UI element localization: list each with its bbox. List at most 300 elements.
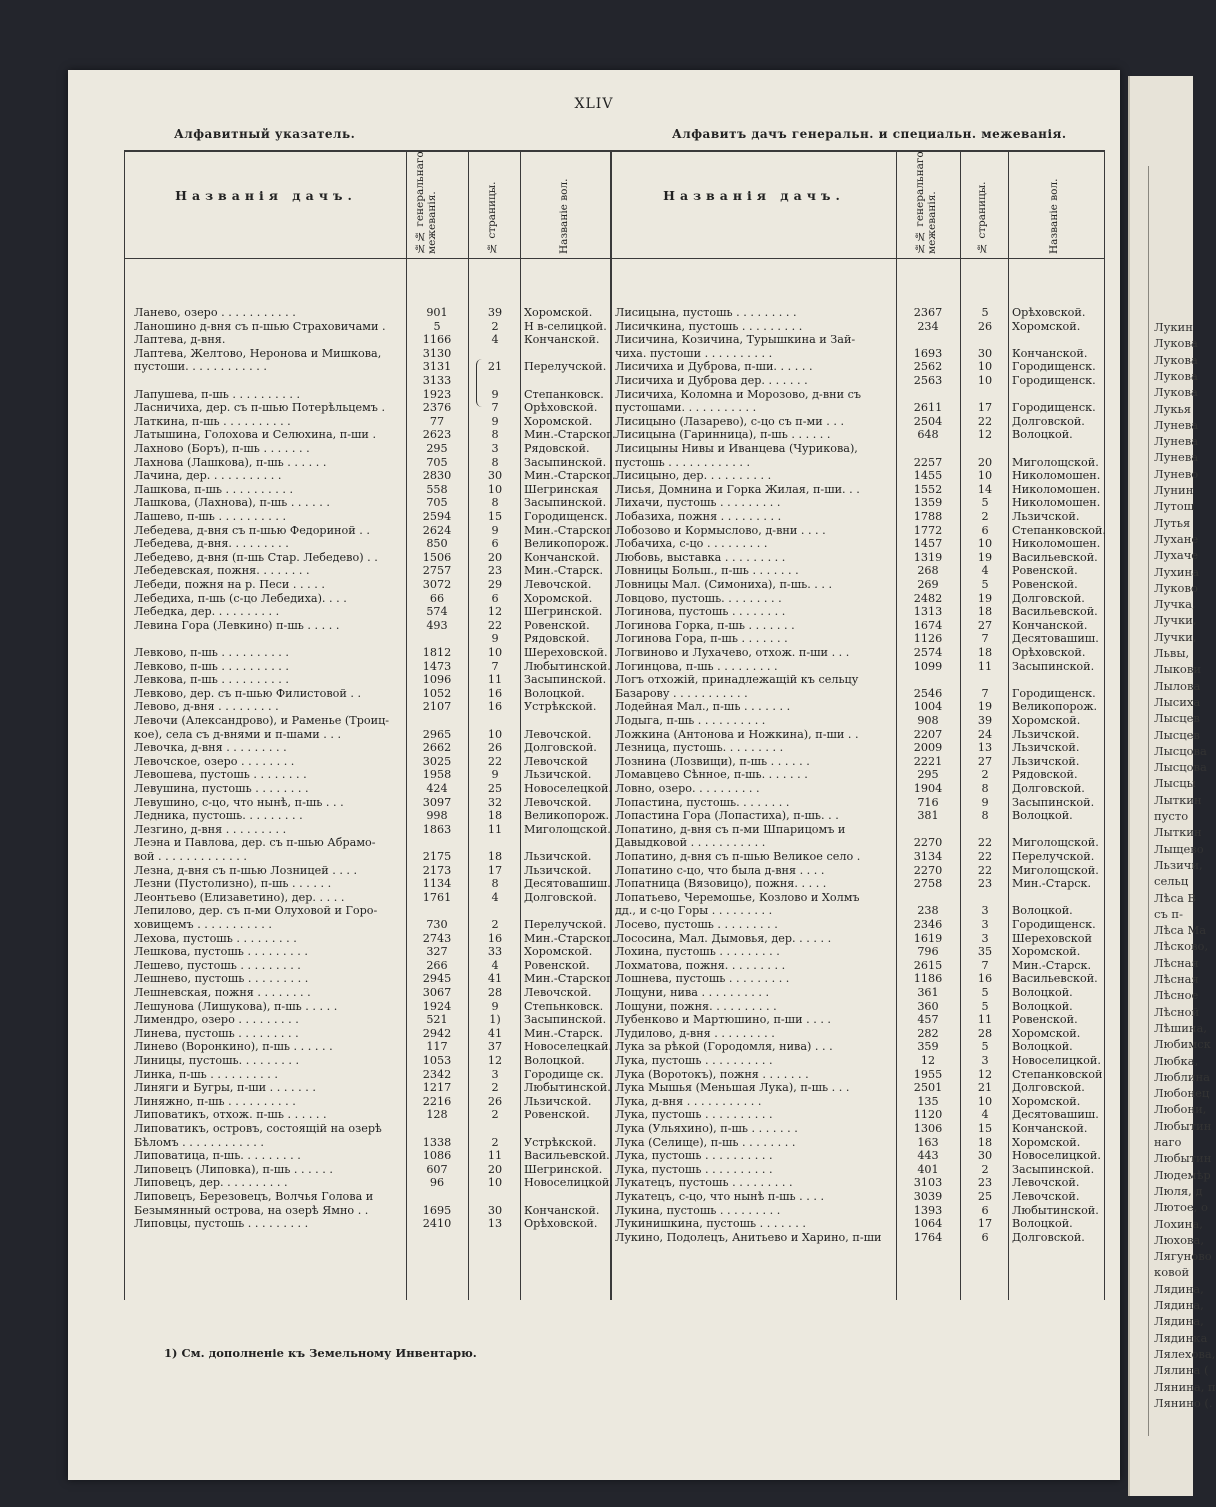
cell-num: 716 — [917, 795, 939, 809]
cell-num: 1764 — [913, 1230, 943, 1244]
cell-name: Левочка, д-вня . . . . . . . . . — [134, 741, 287, 755]
cell-name: Давыдковой . . . . . . . . . . . — [615, 836, 766, 850]
cell-num: 2942 — [422, 1026, 452, 1040]
cell-name: Лебедева, д-вня съ п-шью Федориной . . — [134, 523, 370, 537]
cell-vol: Ровенской. — [524, 1108, 590, 1122]
cell-num: 77 — [429, 414, 445, 428]
next-page-entry: съ п- — [1154, 906, 1183, 921]
cell-page: 18 — [977, 605, 993, 619]
cell-vol: Кончанской. — [1012, 1122, 1088, 1135]
cell-name: Левово, д-вня . . . . . . . . . — [134, 700, 279, 714]
cell-vol: Кончанской. — [524, 550, 600, 564]
cell-vol: Мин.-Старск. — [1012, 958, 1092, 972]
cell-page: 5 — [981, 578, 989, 591]
next-page-entry: Лунева — [1154, 450, 1199, 465]
cell-page: 2 — [491, 1135, 499, 1149]
cell-page: 20 — [977, 455, 993, 469]
cell-name: Лодейная Мал., п-шь . . . . . . . — [615, 700, 791, 714]
cell-vol: Хоромской. — [524, 591, 593, 605]
cell-page: 5 — [981, 306, 989, 319]
cell-page: 22 — [487, 754, 503, 768]
cell-vol: Кончанской. — [524, 1203, 600, 1217]
table-row — [68, 850, 1108, 863]
cell-vol: Орѣховской. — [524, 401, 598, 415]
cell-num: 2562 — [913, 360, 943, 374]
cell-name: Лука, пустошь . . . . . . . . . . — [615, 1054, 773, 1067]
cell-num: 558 — [426, 482, 448, 496]
cell-num: 457 — [917, 1013, 939, 1027]
cell-vol: Великопорож. — [1012, 700, 1098, 714]
next-page-entry: Лѣсной — [1154, 1004, 1200, 1019]
cell-vol: Засыпинской. — [524, 673, 607, 687]
cell-vol: Льзичской. — [524, 850, 592, 863]
cell-vol: Васильевской. — [1012, 972, 1098, 986]
cell-vol: Засыпинской. — [1012, 795, 1095, 809]
cell-name: Бѣломъ . . . . . . . . . . . . — [134, 1135, 264, 1149]
next-page-entry: Лыщево — [1154, 841, 1204, 856]
cell-name: Липоватикъ, отхож. п-шь . . . . . . — [134, 1108, 327, 1122]
next-page-entry: Люблина — [1154, 1069, 1211, 1084]
cell-num: 648 — [917, 428, 939, 442]
table-row — [68, 945, 1108, 958]
cell-page: 14 — [977, 482, 993, 496]
cell-page: 10 — [487, 646, 503, 659]
cell-name: Лознина (Лозвищи), п-шь . . . . . . — [615, 754, 810, 768]
cell-name: Лука за рѣкой (Городомля, нива) . . . — [615, 1040, 833, 1054]
cell-name: Линка, п-шь . . . . . . . . . . — [134, 1067, 278, 1081]
cell-page: 39 — [487, 306, 503, 319]
next-page-entry: Лѣсное — [1154, 988, 1199, 1003]
cell-name: Лукатецъ, пустошь . . . . . . . . . — [615, 1176, 793, 1190]
cell-page: 41 — [487, 1026, 503, 1040]
cell-page: 5 — [981, 496, 989, 510]
cell-num: 2270 — [913, 863, 943, 877]
table-row — [68, 456, 1108, 469]
cell-vol: Левочской. — [524, 986, 592, 999]
next-page-entry: наго — [1154, 1135, 1182, 1149]
next-page-entry: Люхова, — [1154, 1232, 1205, 1247]
cell-vol: Николомошен. — [1012, 482, 1101, 496]
cell-name: Лукатецъ, с-цо, что нынѣ п-шь . . . . — [615, 1190, 825, 1203]
page-number: XLIV — [574, 96, 614, 112]
cell-page: 41 — [487, 972, 503, 986]
cell-vol: Засыпинской. — [1012, 1162, 1095, 1176]
next-page-entry: Лядинка — [1154, 1330, 1208, 1345]
cell-num: 234 — [917, 319, 939, 333]
next-page-entry: Лохина, — [1154, 1216, 1203, 1231]
cell-num: 1788 — [913, 510, 943, 523]
cell-vol: Долговской. — [1012, 1081, 1085, 1095]
cell-name: Лубенково и Мартюшино, п-ши . . . . — [615, 1013, 831, 1027]
cell-page: 28 — [977, 1026, 993, 1040]
cell-vol: Степанковск. — [524, 387, 604, 401]
table-row — [68, 524, 1108, 537]
cell-num: 135 — [917, 1094, 939, 1108]
cell-vol: Десятовашиш. — [1012, 632, 1099, 646]
cell-num: 1693 — [913, 346, 943, 360]
cell-vol: Николомошен. — [1012, 496, 1101, 510]
cell-vol: Перелучской. — [524, 918, 607, 931]
cell-name: Леэна и Павлова, дер. съ п-шью Абрамо- — [134, 836, 376, 850]
cell-num: 295 — [426, 442, 448, 455]
cell-vol: Новоселецкой. — [524, 782, 613, 795]
cell-page: 10 — [487, 482, 503, 496]
table-row — [68, 1068, 1108, 1081]
cell-num: 1393 — [913, 1203, 943, 1217]
cell-num: 574 — [426, 605, 448, 619]
cell-page: 10 — [487, 727, 503, 741]
cell-page: 4 — [491, 333, 499, 347]
cell-page: 13 — [487, 1217, 503, 1231]
cell-page: 2 — [981, 510, 989, 523]
table-row — [68, 986, 1108, 999]
next-page-entry: Лысиха — [1154, 694, 1201, 709]
cell-page: 27 — [977, 618, 993, 632]
cell-page: 16 — [487, 931, 503, 945]
cell-page: 28 — [487, 986, 503, 999]
table-row — [68, 578, 1108, 591]
cell-vol: Десятовашиш. — [524, 877, 611, 891]
table-row — [68, 320, 1108, 333]
table-row — [68, 660, 1108, 673]
next-page-entry: Лукова — [1154, 368, 1198, 383]
next-page-entry: Лучки, — [1154, 629, 1197, 644]
cell-num: 1126 — [913, 632, 943, 646]
table-row — [68, 510, 1108, 523]
cell-page: 18 — [977, 1135, 993, 1149]
cell-num: 730 — [426, 918, 448, 931]
next-page-entry: Лухаче — [1154, 548, 1199, 563]
cell-num: 2945 — [422, 972, 452, 986]
table-row — [68, 605, 1108, 618]
table-row — [68, 1054, 1108, 1067]
cell-name: Лахнова (Лашкова), п-шь . . . . . . — [134, 455, 327, 469]
footnote: 1) См. дополненіе къ Земельному Инвентарю. — [164, 1346, 477, 1360]
table-row — [68, 1013, 1108, 1026]
cell-page: 2 — [981, 1162, 989, 1176]
cell-page: 13 — [977, 741, 993, 755]
next-page-entry: Лыткин — [1154, 825, 1202, 840]
table-row — [68, 564, 1108, 577]
right-num-header: №№ генеральнаго межеванія. — [914, 151, 939, 254]
cell-vol: Волоцкой. — [1012, 999, 1073, 1013]
cell-page: 4 — [981, 564, 989, 578]
cell-name: Лошнева, пустошь . . . . . . . . . — [615, 972, 790, 986]
cell-num: 850 — [426, 537, 448, 551]
cell-name: Левочи (Александрово), и Раменье (Троиц- — [134, 714, 390, 727]
cell-vol: Миголощской. — [1012, 863, 1099, 877]
table-row — [68, 469, 1108, 482]
cell-page: 29 — [487, 578, 503, 591]
cell-name: Левина Гора (Левкино) п-шь . . . . . — [134, 618, 340, 632]
cell-page: 9 — [491, 632, 499, 646]
cell-vol: Великопорож. — [524, 537, 610, 551]
cell-page: 18 — [977, 646, 993, 659]
cell-name: Лашкова, (Лахнова), п-шь . . . . . . — [134, 496, 330, 510]
cell-vol: Засыпинской. — [1012, 659, 1095, 673]
cell-name: Лебедка, дер. . . . . . . . . . — [134, 605, 280, 619]
left-vol-header: Названіе вол. — [558, 178, 570, 254]
cell-num: 1306 — [913, 1122, 943, 1135]
cell-vol: Мин.-Старск. — [1012, 877, 1092, 891]
cell-num: 266 — [426, 958, 448, 972]
cell-page: 26 — [487, 741, 503, 755]
cell-vol: Хоромской. — [524, 414, 593, 428]
table-row — [68, 728, 1108, 741]
table-top-rule — [124, 150, 1104, 152]
cell-num: 2175 — [422, 850, 452, 863]
cell-page: 22 — [977, 863, 993, 877]
table-row — [68, 1149, 1108, 1162]
table-row — [68, 877, 1108, 890]
cell-page: 30 — [487, 469, 503, 483]
table-row — [68, 932, 1108, 945]
cell-page: 3 — [981, 1054, 989, 1067]
cell-page: 7 — [491, 659, 499, 673]
cell-name: Лешневская, пожня . . . . . . . . — [134, 986, 311, 999]
cell-num: 2504 — [913, 414, 943, 428]
next-page-entry: Лѣсково, — [1154, 939, 1209, 954]
next-page-entry: Лукова — [1154, 336, 1198, 351]
cell-name: Лосево, пустошь . . . . . . . . . — [615, 918, 778, 931]
cell-name: Ласничиха, дер. съ п-шью Потерѣльцемъ . — [134, 401, 386, 415]
cell-num: 1359 — [913, 496, 943, 510]
cell-num: 1004 — [913, 700, 943, 714]
cell-page: 11 — [977, 659, 993, 673]
cell-name: Лисицына (Гаринница), п-шь . . . . . . — [615, 428, 831, 442]
cell-name: Лашево, п-шь . . . . . . . . . . — [134, 510, 287, 523]
cell-num: 2574 — [913, 646, 943, 659]
cell-name: Лодыга, п-шь . . . . . . . . . . — [615, 714, 766, 727]
cell-vol: Городищенск. — [1012, 374, 1096, 387]
next-page-entry: пусто — [1154, 809, 1189, 823]
next-page-entry: Лукин — [1154, 320, 1193, 334]
cell-page: 2 — [491, 1081, 499, 1095]
cell-vol: Н в-селицкой. — [524, 319, 607, 333]
cell-vol: Левочской. — [524, 795, 592, 809]
cell-name: Лисичиха и Дуброва дер. . . . . . . — [615, 374, 808, 387]
cell-num: 1457 — [913, 537, 943, 551]
cell-name: Лука, пустошь . . . . . . . . . . — [615, 1108, 773, 1122]
cell-name: кое), села съ д-внями и п-шами . . . — [134, 727, 341, 741]
cell-page: 30 — [977, 346, 993, 360]
cell-page: 10 — [977, 374, 993, 387]
cell-num: 3072 — [422, 578, 452, 591]
table-row — [68, 551, 1108, 564]
cell-name: Лопатино, д-вня съ п-ми Шпарицомъ и — [615, 822, 846, 836]
table-row — [68, 646, 1108, 659]
cell-num: 1086 — [422, 1149, 452, 1163]
cell-num: 3133 — [422, 374, 452, 387]
next-page-entry: Лядина, — [1154, 1314, 1204, 1329]
cell-num: 3134 — [913, 850, 943, 863]
cell-page: 7 — [491, 401, 499, 415]
cell-num: 1120 — [913, 1108, 943, 1122]
cell-vol: Миголощской. — [1012, 455, 1099, 469]
cell-name: Левушино, с-цо, что нынѣ, п-шь . . . — [134, 795, 344, 809]
next-page-entry: Лунева — [1154, 434, 1199, 449]
cell-page: 8 — [981, 809, 989, 823]
table-row — [68, 619, 1108, 632]
cell-name: Лопатьево, Черемошье, Козлово и Холмъ — [615, 890, 860, 904]
cell-name: Лимендро, озеро . . . . . . . . . — [134, 1013, 299, 1027]
cell-page: 2 — [491, 918, 499, 931]
table-row — [68, 428, 1108, 441]
table-row — [68, 891, 1108, 904]
cell-name: Лопатница (Вязовицо), пожня. . . . . — [615, 877, 827, 891]
table-row — [68, 1163, 1108, 1176]
cell-page: 15 — [977, 1122, 993, 1135]
cell-num: 117 — [426, 1040, 448, 1054]
table-row — [68, 959, 1108, 972]
cell-vol: Шегринской. — [524, 605, 603, 619]
cell-page: 12 — [487, 605, 503, 619]
table-row — [68, 687, 1108, 700]
cell-name: Лезгино, д-вня . . . . . . . . . — [134, 822, 287, 836]
cell-num: 2009 — [913, 741, 943, 755]
cell-num: 705 — [426, 455, 448, 469]
cell-vol: Николомошен. — [1012, 537, 1101, 551]
cell-name: чиха. пустоши . . . . . . . . . . — [615, 346, 773, 360]
next-page-entry: Лутья — [1154, 515, 1191, 530]
cell-page: 3 — [981, 918, 989, 931]
cell-vol: Долговской. — [524, 890, 597, 904]
table-row — [68, 374, 1108, 387]
cell-num: 3131 — [422, 360, 452, 374]
cell-num: 295 — [917, 768, 939, 782]
cell-num: 2342 — [422, 1067, 452, 1081]
cell-vol: Ровенской. — [1012, 1013, 1078, 1027]
cell-name: Логинова Горка, п-шь . . . . . . . — [615, 618, 795, 632]
cell-num: 2207 — [913, 727, 943, 741]
cell-name: Лихачи, пустошь . . . . . . . . . — [615, 496, 781, 510]
cell-name: пустошами. . . . . . . . . . . — [615, 401, 757, 415]
cell-name: Ланошино д-вня съ п-шью Страховичами . — [134, 319, 386, 333]
cell-vol: Мин.-Старск. — [524, 564, 604, 578]
cell-num: 1812 — [422, 646, 452, 659]
cell-vol: Хоромской. — [1012, 714, 1081, 727]
next-page-edge — [1128, 76, 1216, 1496]
cell-num: 360 — [917, 999, 939, 1013]
cell-page: 16 — [977, 972, 993, 986]
cell-vol: Льзичской. — [524, 768, 592, 782]
cell-page: 12 — [977, 1067, 993, 1081]
cell-vol: Шегринской. — [524, 1162, 603, 1176]
cell-name: Лешево, пустошь . . . . . . . . . — [134, 958, 301, 972]
cell-name: Лобазиха, пожня . . . . . . . . . — [615, 510, 782, 523]
table-row — [68, 796, 1108, 809]
table-row — [68, 823, 1108, 836]
table-row — [68, 1136, 1108, 1149]
next-page-entry: Любытин — [1154, 1151, 1212, 1166]
cell-page: 27 — [977, 754, 993, 768]
cell-name: Левочское, озеро . . . . . . . . — [134, 754, 295, 768]
cell-page: 22 — [977, 414, 993, 428]
cell-vol: Городищенск. — [1012, 686, 1096, 700]
cell-vol: Орѣховской. — [1012, 646, 1086, 659]
cell-vol: Ровенской. — [1012, 564, 1078, 578]
cell-name: Левково, дер. съ п-шью Филистовой . . — [134, 686, 362, 700]
cell-vol: Мин.-Старског — [524, 972, 613, 986]
cell-vol: Кончанской. — [1012, 618, 1088, 632]
next-page-entry: Лялехова, — [1154, 1346, 1216, 1361]
cell-page: 35 — [977, 945, 993, 959]
cell-page: 33 — [487, 945, 503, 959]
cell-vol: Ровенской. — [524, 618, 590, 632]
right-vol-header: Названіе вол. — [1048, 178, 1060, 254]
cell-page: 7 — [981, 958, 989, 972]
cell-num: 2367 — [913, 306, 943, 319]
cell-name: Лебедева, д-вня. . . . . . . . . — [134, 537, 289, 551]
cell-vol: Левочской. — [1012, 1190, 1080, 1203]
cell-vol: Льзичской. — [1012, 727, 1080, 741]
cell-name: Лехова, пустошь . . . . . . . . . — [134, 931, 297, 945]
next-page-entry: Лукья — [1154, 401, 1192, 416]
cell-vol: Городище ск. — [524, 1067, 604, 1081]
cell-name: Лука, д-вня . . . . . . . . . . . — [615, 1094, 762, 1108]
cell-page: 6 — [491, 537, 499, 551]
cell-num: 1134 — [422, 877, 452, 891]
cell-name: Логинцова, п-шь . . . . . . . . . — [615, 659, 778, 673]
cell-num: 2216 — [422, 1094, 452, 1108]
cell-num: 1619 — [913, 931, 943, 945]
cell-vol: Любытинской. — [1012, 1203, 1099, 1217]
cell-num: 1217 — [422, 1081, 452, 1095]
cell-page: 6 — [981, 1203, 989, 1217]
cell-name: пустоши. . . . . . . . . . . . — [134, 360, 267, 374]
cell-page: 8 — [491, 455, 499, 469]
cell-vol: Засыпинской. — [524, 455, 607, 469]
cell-name: Лешкова, пустошь . . . . . . . . . — [134, 945, 308, 959]
cell-page: 23 — [487, 564, 503, 578]
cell-name: Лисицыно, дер. . . . . . . . . . — [615, 469, 772, 483]
cell-name: Лисичкина, пустошь . . . . . . . . . — [615, 319, 803, 333]
cell-page: 18 — [487, 850, 503, 863]
cell-name: Лапушева, п-шь . . . . . . . . . . — [134, 387, 300, 401]
cell-page: 32 — [487, 795, 503, 809]
cell-num: 96 — [429, 1176, 445, 1190]
cell-page: 23 — [977, 1176, 993, 1190]
cell-name: Липовцы, пустошь . . . . . . . . . — [134, 1217, 309, 1231]
cell-vol: Хоромской. — [1012, 1026, 1081, 1040]
cell-name: Липовецъ, Березовецъ, Волчья Голова и — [134, 1190, 374, 1203]
cell-name: Лебеди, пожня на р. Песи . . . . . — [134, 578, 325, 591]
cell-vol: Перелучской. — [524, 360, 607, 374]
cell-vol: Орѣховской. — [1012, 306, 1086, 319]
right-page-header: № страницы. — [976, 181, 988, 254]
cell-name: Линяжно, п-шь . . . . . . . . . . — [134, 1094, 296, 1108]
cell-name: Логвиново и Лухачево, отхож. п-ши . . . — [615, 646, 850, 659]
cell-name: Лисья, Домнина и Горка Жилая, п-ши. . . — [615, 482, 860, 496]
next-page-entry: Лялина ( — [1154, 1363, 1209, 1378]
table-row — [68, 741, 1108, 754]
cell-name: Лепилово, дер. съ п-ми Олуховой и Горо- — [134, 904, 378, 918]
cell-name: Лукино, Подолецъ, Анитьево и Харино, п-ши — [615, 1230, 882, 1244]
next-page-entry: Лысцев — [1154, 711, 1200, 726]
next-page-entry: Луково — [1154, 580, 1198, 595]
cell-page: 11 — [487, 822, 503, 836]
cell-page: 3 — [491, 442, 499, 455]
table-row — [68, 714, 1108, 727]
cell-page: 10 — [977, 360, 993, 374]
right-running-header: Алфавитъ дачъ генеральн. и специальн. межеванія. — [672, 127, 1067, 141]
cell-num: 2173 — [422, 863, 452, 877]
table-row — [68, 972, 1108, 985]
cell-num: 1455 — [913, 469, 943, 483]
cell-num: 705 — [426, 496, 448, 510]
next-page-entry: Лутош — [1154, 499, 1195, 514]
cell-page: 5 — [981, 1040, 989, 1054]
